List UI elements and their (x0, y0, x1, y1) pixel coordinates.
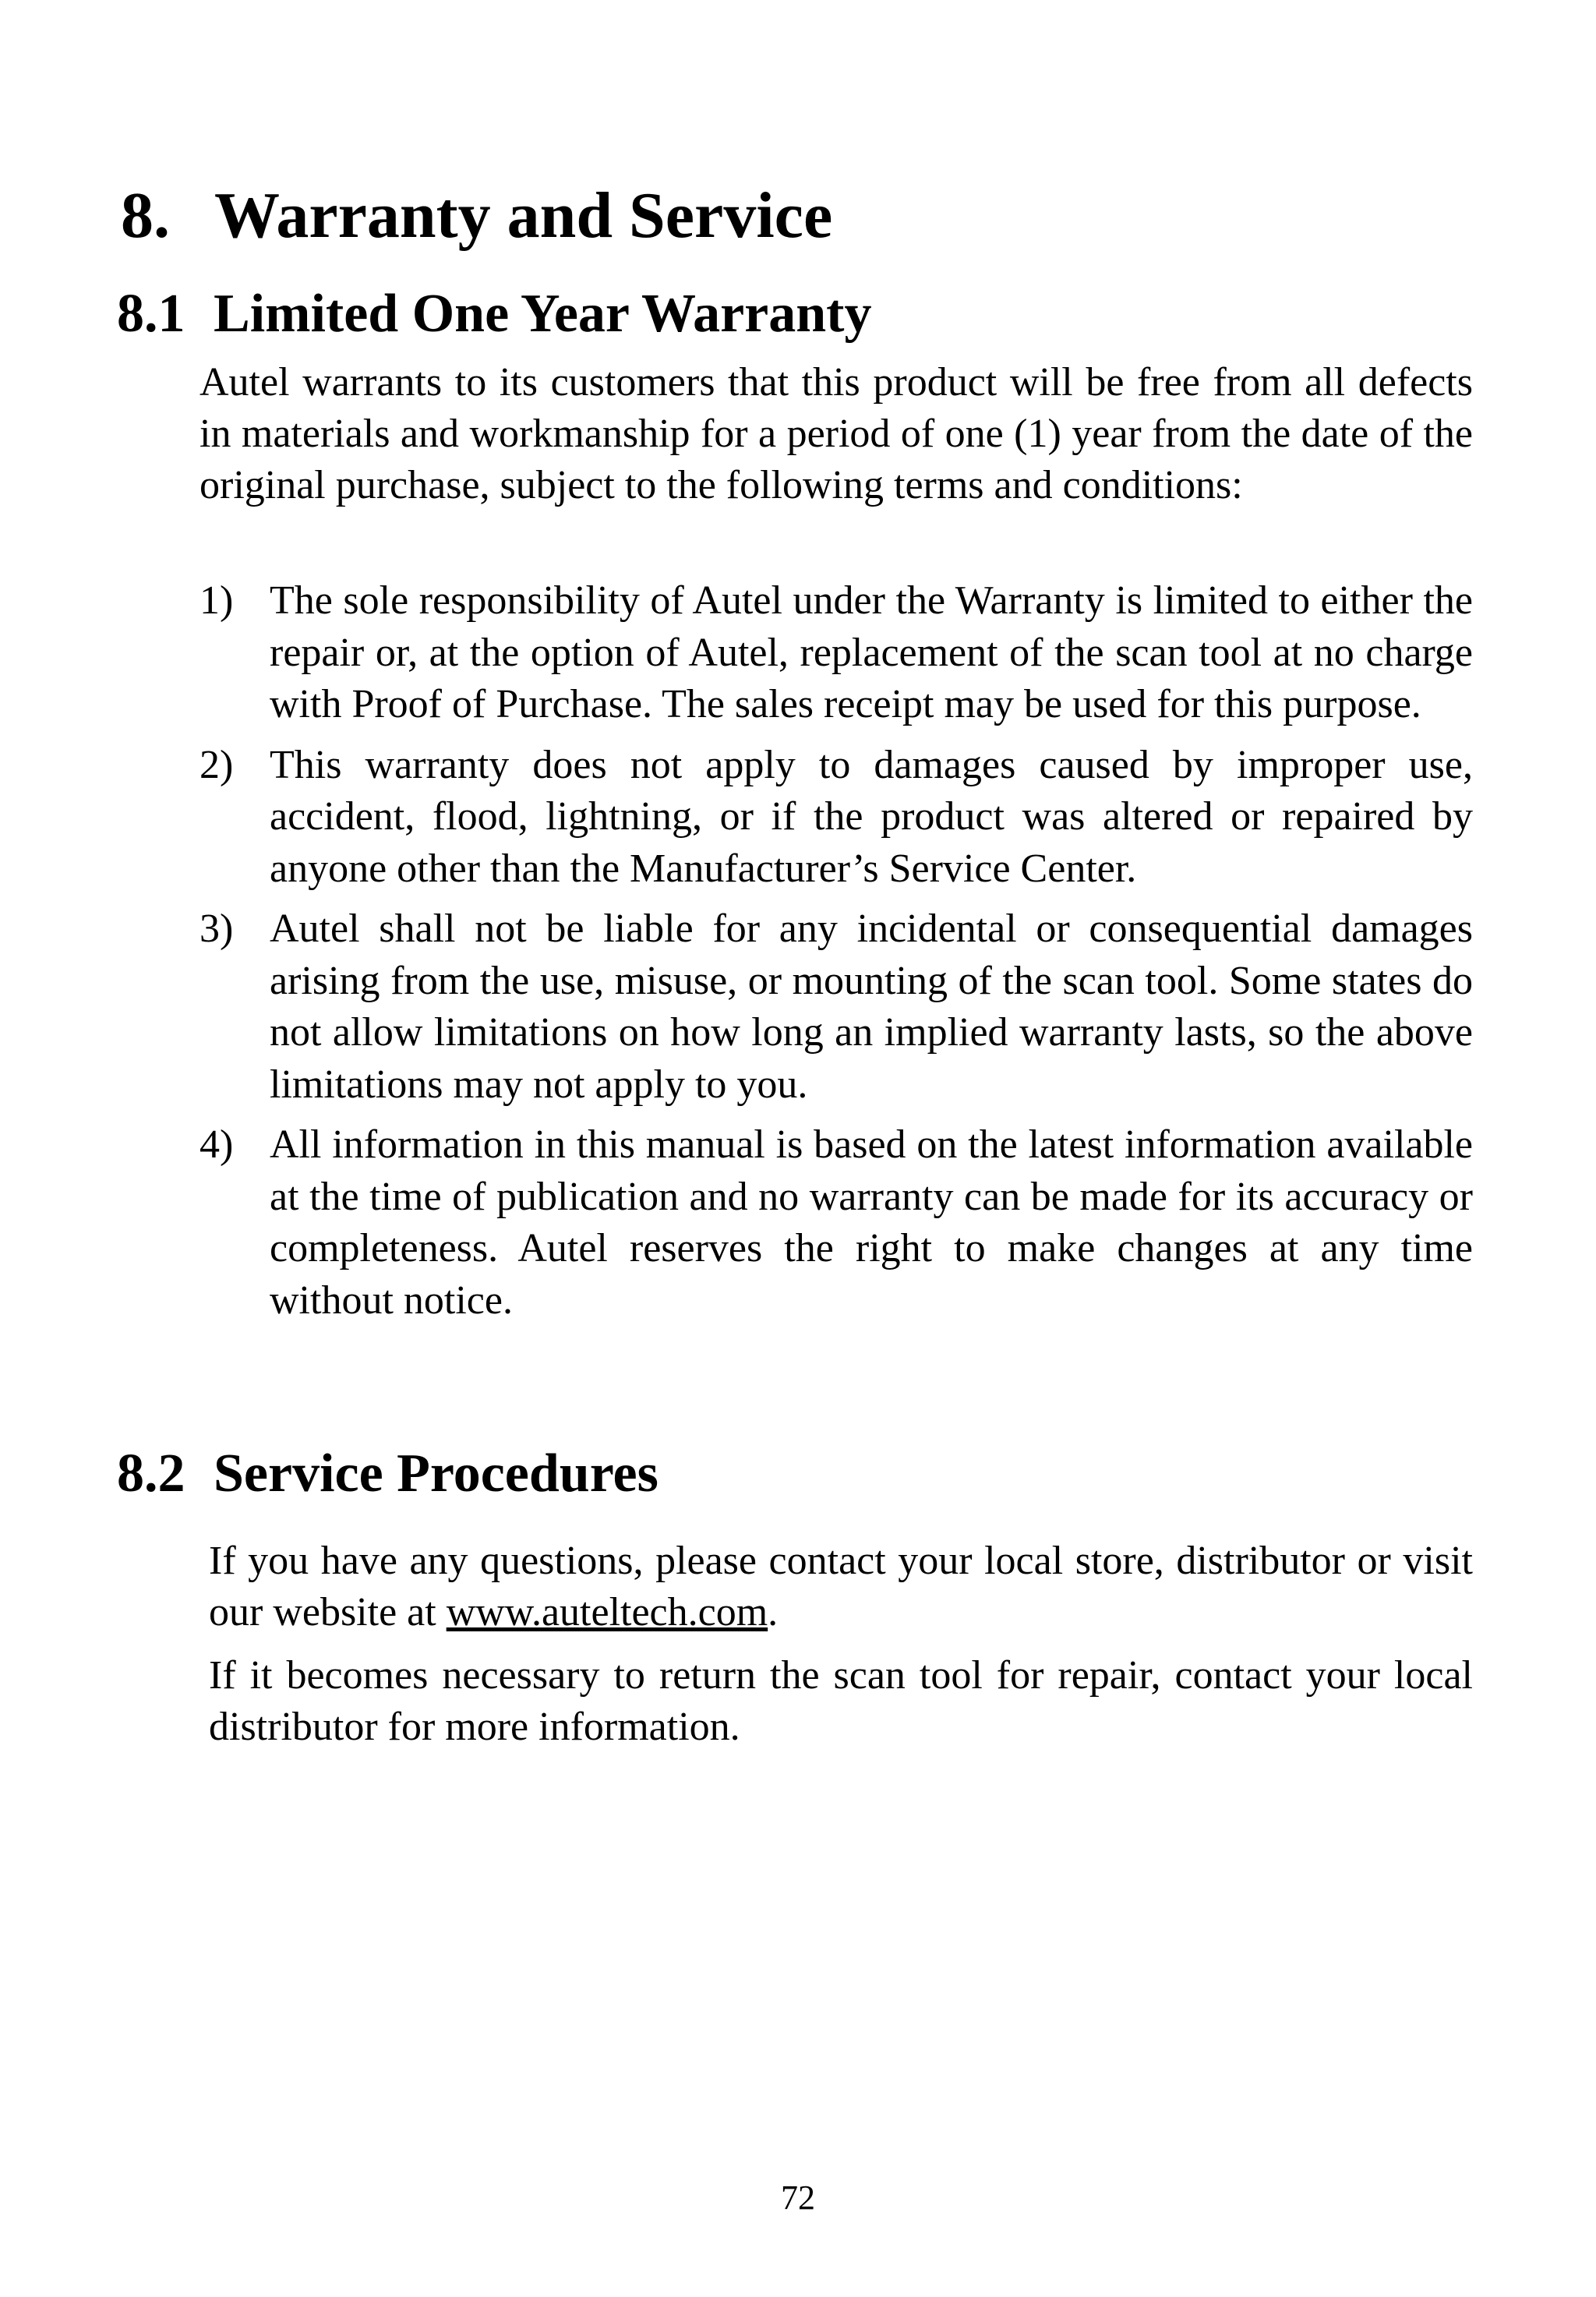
section-title-text: Service Procedures (214, 1444, 659, 1504)
section-number: 8.1 (117, 284, 185, 344)
list-item-marker: 4) (200, 1122, 234, 1167)
list-item (200, 575, 1473, 731)
list-item (200, 740, 1473, 896)
list-item-marker: 2) (200, 742, 234, 787)
service-return-paragraph: If it becomes necessary to return the scan tool for repair, contact your local distributor for more information. (209, 1653, 1473, 1749)
service-contact-paragraph (209, 1535, 1473, 1638)
chapter-title (121, 173, 832, 259)
list-item-text: The sole responsibility of Autel under the Warranty is limited to either the repair or, at the option of Autel, replacement of the scan tool at no charge with Proof of Purchase. The sales receipt may be used for this purpose. (270, 578, 1473, 726)
section-title-text: Limited One Year Warranty (214, 284, 872, 344)
list-item-marker: 1) (200, 578, 234, 623)
warranty-intro-paragraph: Autel warrants to its customers that this product will be free from all defects in materials and workmanship for a period of one (1) year from the date of the original purchase, subject to the following terms and conditions: (200, 360, 1473, 507)
list-item-text: This warranty does not apply to damages caused by improper use, accident, flood, lightning, or if the product was altered or repaired by anyone other than the Manufacturer’s Service Center. (270, 742, 1473, 891)
chapter-title-text: Warranty and Service (214, 179, 833, 252)
service-contact-period: . (768, 1590, 779, 1634)
section-number: 8.2 (117, 1444, 185, 1504)
chapter-number: 8. (121, 179, 170, 252)
list-item-text: All information in this manual is based on the latest information available at the time of publication and no warranty can be made for its accuracy or completeness. Autel reserves the right to make changes at any time without notice. (270, 1122, 1473, 1323)
website-link[interactable]: www.auteltech.com (446, 1590, 768, 1634)
list-item-text: Autel shall not be liable for any incidental or consequential damages arising from the use, misuse, or mounting of the scan tool. Some states do not allow limitations on how long an implied warranty lasts, so the above limitations may not apply to you. (270, 906, 1473, 1107)
list-item-marker: 3) (200, 906, 234, 951)
section-title-warranty (117, 279, 871, 349)
list-item (200, 903, 1473, 1111)
service-contact-text: If you have any questions, please contact your local store, distributor or visit our website at (209, 1539, 1473, 1634)
page-number: 72 (781, 2179, 815, 2217)
list-item (200, 1119, 1473, 1327)
warranty-terms-list (200, 575, 1473, 1335)
section-title-service (117, 1439, 659, 1509)
